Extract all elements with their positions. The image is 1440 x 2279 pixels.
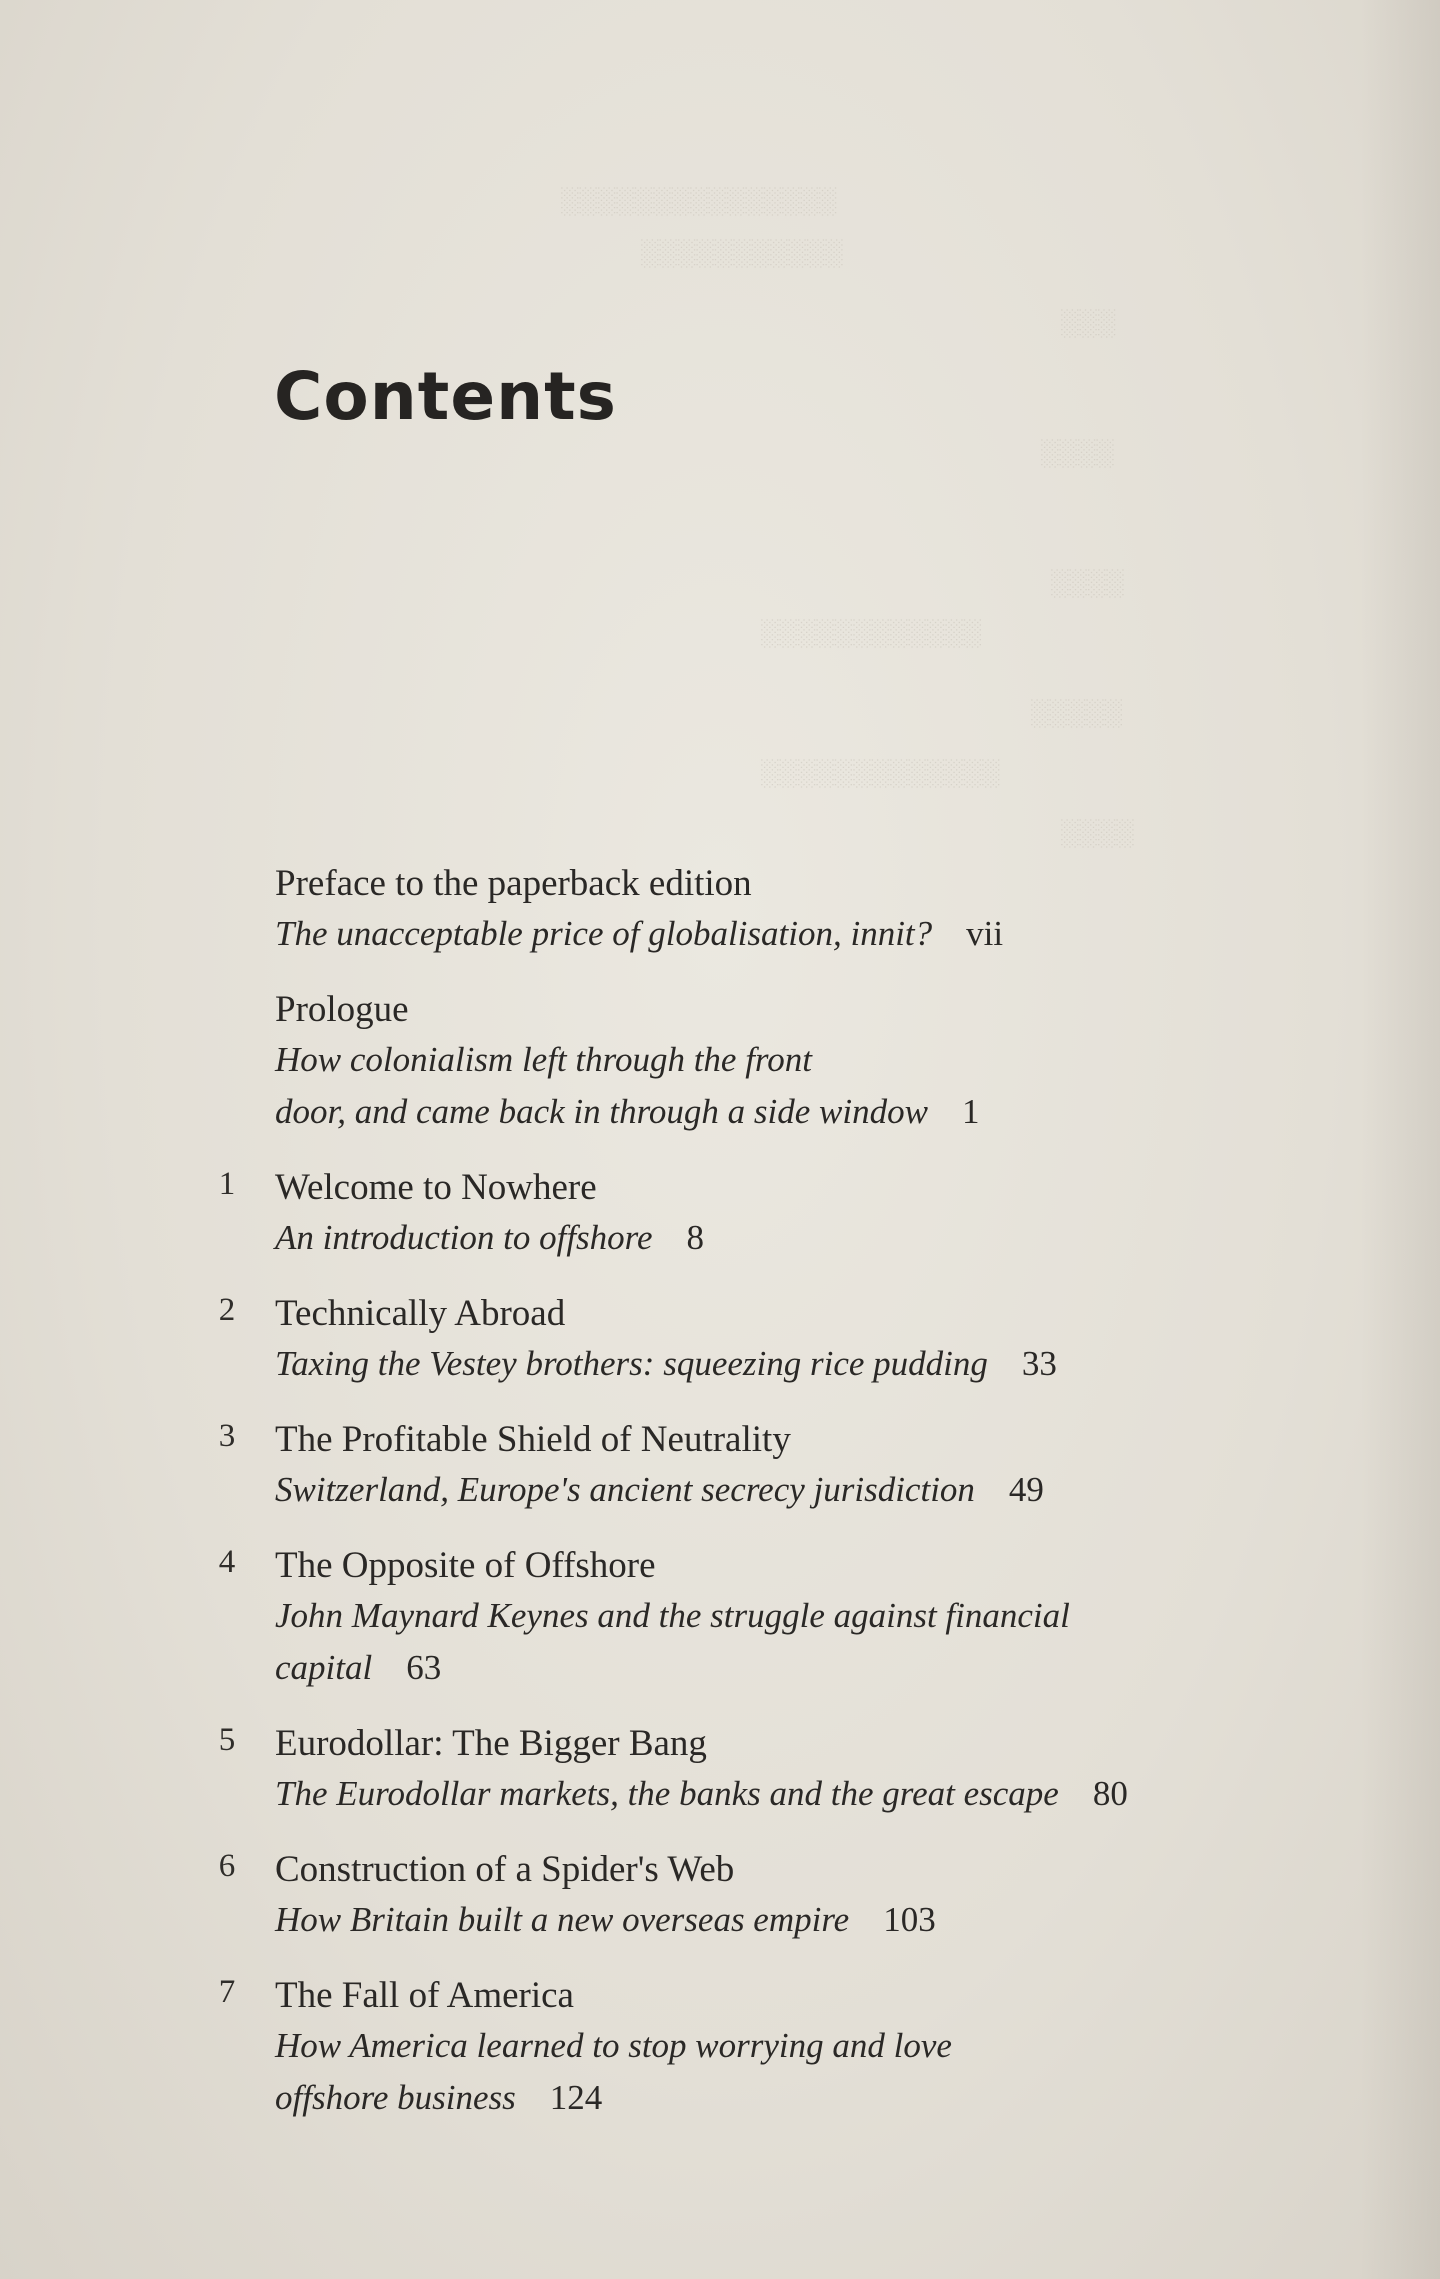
page-title: Contents	[274, 358, 617, 435]
chapter-title: The Fall of America	[275, 1975, 574, 2016]
page-number: 33	[1021, 1344, 1057, 1383]
page-number: 80	[1092, 1774, 1128, 1813]
page-number: vii	[966, 914, 1004, 953]
chapter-subtitle: John Maynard Keynes and the struggle against financial	[275, 1596, 1070, 1635]
chapter-subtitle: capital 63	[275, 1648, 442, 1687]
chapter-number: 2	[218, 1292, 236, 1328]
chapter-subtitle: The unacceptable price of globalisation, innit? vii	[275, 914, 1004, 953]
page-number: 49	[1008, 1470, 1044, 1509]
chapter-title: Construction of a Spider's Web	[275, 1849, 735, 1890]
chapter-subtitle: How Britain built a new overseas empire 103	[275, 1900, 936, 1939]
book-page: ░░░░░░░░░░░░░░░ ░░░░░░░░░░░ ░░░ ░░░░ ░░░░ ░░░░░░░░░░░░ ░░░░░ ░░░░░░░░░░░░░ ░░░░ Contents Preface to the paperback edition The unacceptable price of globalisation, innit? vii Prologue How colonialism left through the front door, and came back in through a side window 1 1 Welcome to Nowhere An introduction to offshore 8 2 Technically Abroad Taxing the Vestey brothers: squeezing rice pudding 33 3 The Profitable Shield of Neutrality Switzerland, Europe's ancient secrecy jurisdiction 49 4 The Opposite of Offshore John Maynard Keynes and the struggle against financial capital 63 5 Eurodollar: The Bigger Bang The Eurodollar markets, the banks and the great escape 80 6 Construction of a Spider's Web How Britain built a new overseas empire 103 7 The Fall of America How America learned to stop worrying and love offshore business 124	[0, 0, 1440, 2279]
chapter-subtitle: How colonialism left through the front	[275, 1040, 812, 1079]
chapter-title: Welcome to Nowhere	[275, 1167, 597, 1208]
chapter-number: 5	[218, 1722, 236, 1758]
chapter-title: Eurodollar: The Bigger Bang	[275, 1723, 707, 1764]
chapter-subtitle: door, and came back in through a side window 1	[275, 1092, 980, 1131]
chapter-subtitle: offshore business 124	[275, 2078, 603, 2117]
page-number: 63	[406, 1648, 442, 1687]
chapter-subtitle: Taxing the Vestey brothers: squeezing rice pudding 33	[275, 1344, 1057, 1383]
chapter-title: The Profitable Shield of Neutrality	[275, 1419, 791, 1460]
chapter-number: 7	[218, 1974, 236, 2010]
page-number: 124	[549, 2078, 603, 2117]
page-number: 1	[961, 1092, 980, 1131]
chapter-number: 6	[218, 1848, 236, 1884]
chapter-title: Prologue	[275, 989, 409, 1030]
chapter-subtitle: An introduction to offshore 8	[275, 1218, 705, 1257]
chapter-number: 1	[218, 1166, 236, 1202]
chapter-number: 4	[218, 1544, 236, 1580]
chapter-subtitle: The Eurodollar markets, the banks and the great escape 80	[275, 1774, 1128, 1813]
chapter-subtitle: How America learned to stop worrying and love	[275, 2026, 952, 2065]
page-number: 8	[686, 1218, 705, 1257]
page-number: 103	[883, 1900, 936, 1939]
chapter-subtitle: Switzerland, Europe's ancient secrecy jurisdiction 49	[275, 1470, 1044, 1509]
chapter-title: The Opposite of Offshore	[275, 1545, 656, 1586]
page-edge-shadow	[1360, 0, 1440, 2279]
chapter-title: Preface to the paperback edition	[275, 863, 752, 904]
chapter-title: Technically Abroad	[275, 1293, 566, 1334]
chapter-number: 3	[218, 1418, 236, 1454]
